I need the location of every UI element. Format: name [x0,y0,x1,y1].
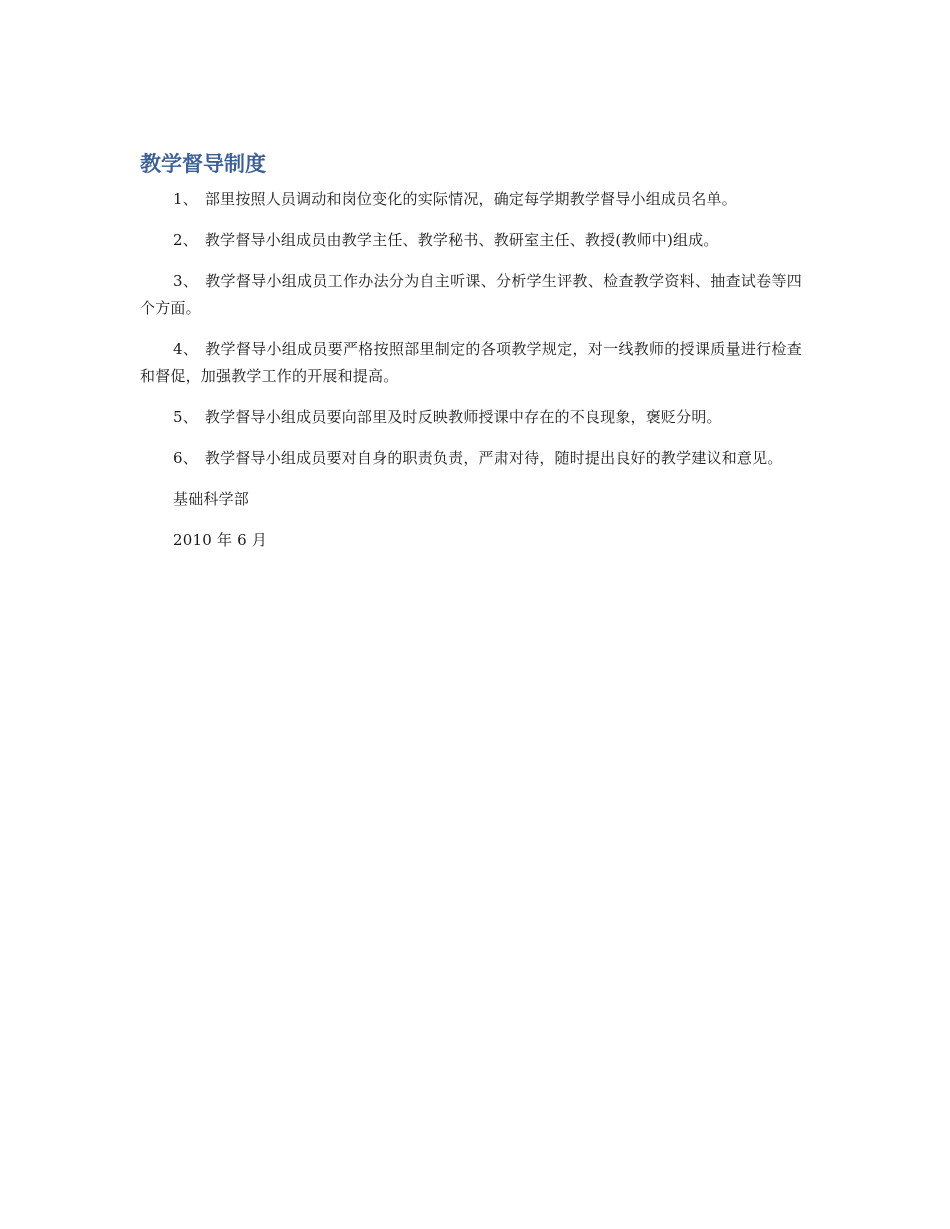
issue-date: 2010 年 6 月 [173,531,268,549]
rule-text: 教学督导小组成员要向部里及时反映教师授课中存在的不良现象，褒贬分明。 [204,408,722,426]
rule-number: 1、 [173,190,198,208]
document-body [140,148,802,568]
rule-text: 教学督导小组成员要对自身的职责负责，严肃对待，随时提出良好的教学建议和意见。 [204,449,783,467]
rule-text: 教学督导小组成员由教学主任、教学秘书、教研室主任、教授(教师中)组成。 [204,231,719,249]
issuer-signature: 基础科学部 [173,490,250,508]
rule-item-4 [140,336,802,390]
rule-number: 5、 [173,408,198,426]
rule-number: 3、 [173,272,199,290]
rule-number: 2、 [173,231,198,249]
rule-item-2 [140,227,802,254]
rule-item-3 [140,268,802,322]
rule-text: 教学督导小组成员要严格按照部里制定的各项教学规定，对一线教师的授课质量进行检查和督促，加强教学工作的开展和提高。 [140,340,802,385]
rule-text: 教学督导小组成员工作办法分为自主听课、分析学生评教、检查教学资料、抽查试卷等四个方面。 [140,272,802,317]
rule-number: 6、 [173,449,198,467]
rule-item-5 [140,404,802,431]
document-title: 教学督导制度 [140,152,266,176]
rule-item-6 [140,445,802,472]
rule-number: 4、 [173,340,199,358]
rule-text: 部里按照人员调动和岗位变化的实际情况，确定每学期教学督导小组成员名单。 [204,190,737,208]
rule-item-1 [140,186,802,213]
